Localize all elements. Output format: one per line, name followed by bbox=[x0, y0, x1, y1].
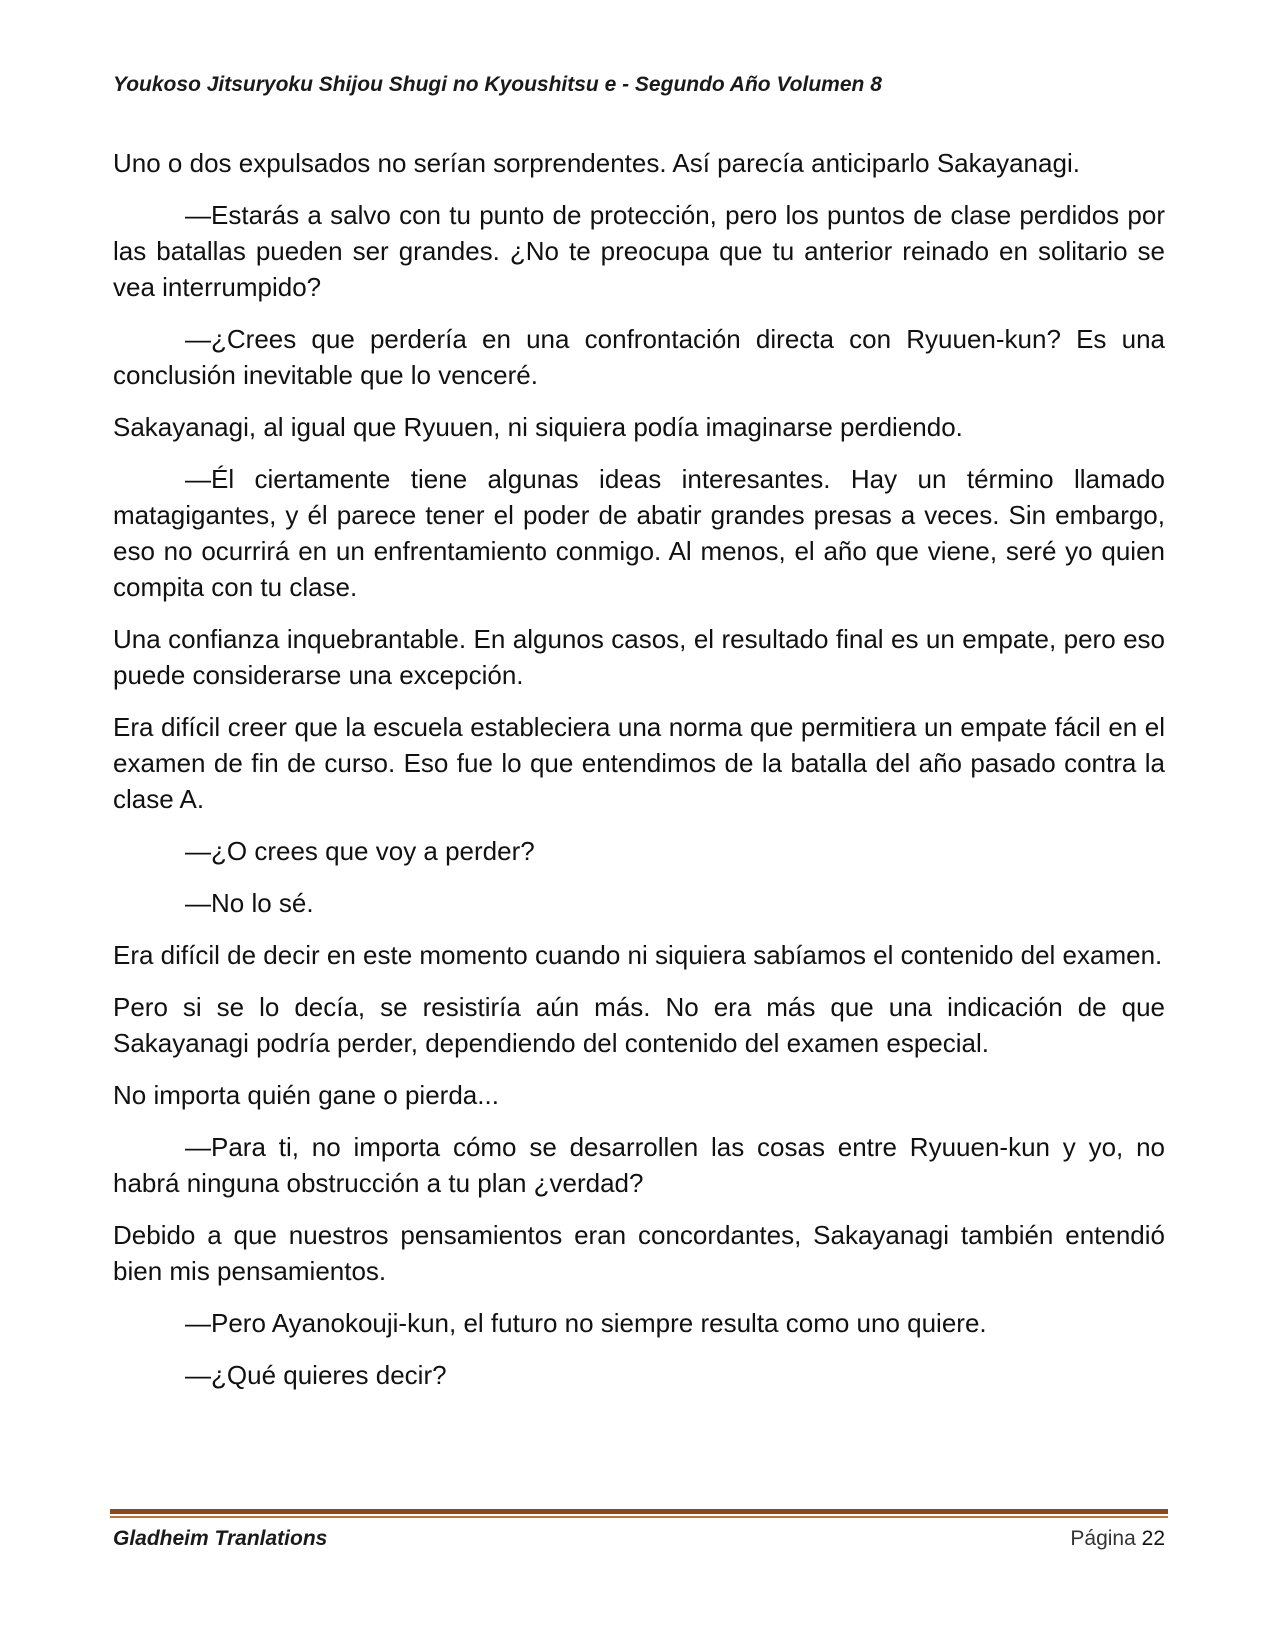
dialogue-paragraph: —Estarás a salvo con tu punto de protección, pero los puntos de clase perdidos por las batallas pueden ser grandes. ¿No te preocupa que tu anterior reinado en solitario se vea interrumpido? bbox=[113, 200, 1165, 302]
paragraph: Una confianza inquebrantable. En algunos casos, el resultado final es un empate, pero eso puede considerarse una excepción. bbox=[113, 624, 1165, 690]
paragraph: Uno o dos expulsados no serían sorprendentes. Así parecía anticiparlo Sakayanagi. bbox=[113, 148, 1080, 178]
paragraph: Debido a que nuestros pensamientos eran concordantes, Sakayanagi también entendió bien mis pensamientos. bbox=[113, 1220, 1165, 1286]
page-number: 22 bbox=[1141, 1527, 1165, 1550]
dialogue-paragraph: —Para ti, no importa cómo se desarrollen las cosas entre Ryuuen-kun y yo, no habrá ninguna obstrucción a tu plan ¿verdad? bbox=[113, 1132, 1165, 1198]
page-number-label bbox=[1070, 1527, 1165, 1551]
page-body bbox=[113, 145, 1165, 1409]
running-header: Youkoso Jitsuryoku Shijou Shugi no Kyoushitsu e - Segundo Año Volumen 8 bbox=[113, 73, 882, 96]
translator-credit: Gladheim Tranlations bbox=[113, 1527, 328, 1550]
page-label: Página bbox=[1070, 1527, 1136, 1550]
paragraph: Pero si se lo decía, se resistiría aún más. No era más que una indicación de que Sakayanagi podría perder, dependiendo del contenido del examen especial. bbox=[113, 992, 1165, 1058]
paragraph: Sakayanagi, al igual que Ryuuen, ni siquiera podía imaginarse perdiendo. bbox=[113, 412, 963, 442]
paragraph: No importa quién gane o pierda... bbox=[113, 1080, 499, 1110]
dialogue-paragraph: —¿Crees que perdería en una confrontación directa con Ryuuen-kun? Es una conclusión inevitable que lo venceré. bbox=[113, 324, 1165, 390]
dialogue-paragraph: —¿Qué quieres decir? bbox=[185, 1360, 447, 1390]
dialogue-paragraph: —Él ciertamente tiene algunas ideas interesantes. Hay un término llamado matagigantes, y él parece tener el poder de abatir grandes presas a veces. Sin embargo, eso no ocurrirá en un enfrentamiento conmigo. Al menos, el año que viene, seré yo quien compita con tu clase. bbox=[113, 464, 1165, 602]
paragraph: Era difícil de decir en este momento cuando ni siquiera sabíamos el contenido del examen. bbox=[113, 940, 1163, 970]
paragraph: Era difícil creer que la escuela estableciera una norma que permitiera un empate fácil en el examen de fin de curso. Eso fue lo que entendimos de la batalla del año pasado contra la clase A. bbox=[113, 712, 1165, 814]
dialogue-paragraph: —No lo sé. bbox=[185, 888, 314, 918]
footer-divider-thin bbox=[110, 1516, 1168, 1518]
footer-divider-thick bbox=[110, 1509, 1168, 1514]
dialogue-paragraph: —Pero Ayanokouji-kun, el futuro no siempre resulta como uno quiere. bbox=[185, 1308, 987, 1338]
dialogue-paragraph: —¿O crees que voy a perder? bbox=[185, 836, 535, 866]
